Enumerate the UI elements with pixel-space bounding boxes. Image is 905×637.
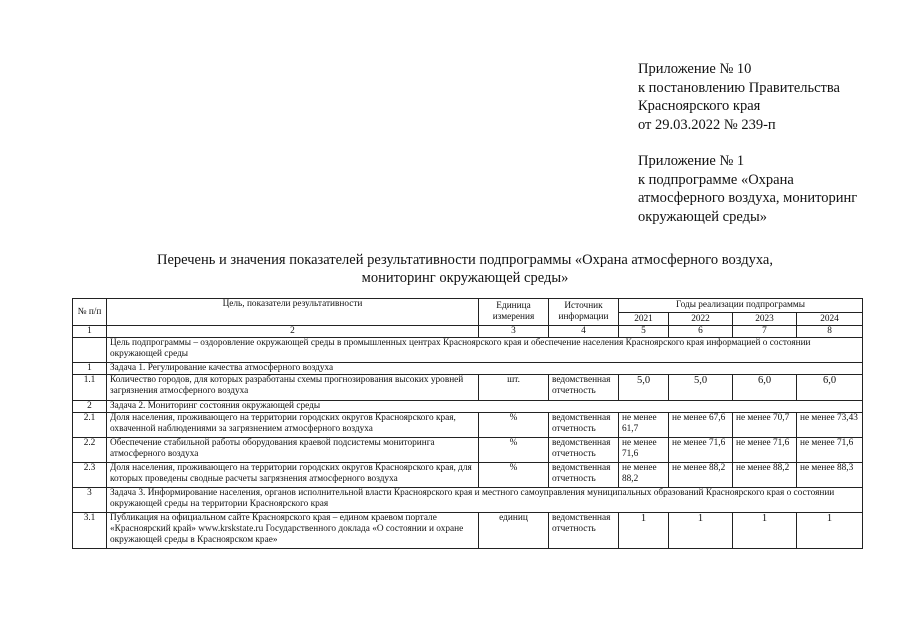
value-2021: не менее 71,6	[619, 438, 669, 463]
appendix-line: от 29.03.2022 № 239-п	[638, 116, 776, 133]
table-row	[73, 375, 863, 401]
header-year-2024: 2024	[797, 313, 863, 326]
column-number: 4	[549, 326, 619, 338]
column-number: 3	[479, 326, 549, 338]
table-row	[73, 513, 863, 549]
source-cell: ведомственная отчетность	[549, 438, 619, 463]
appendix-line: атмосферного воздуха, мониторинг	[638, 190, 858, 206]
value-2021: 5,0	[619, 375, 669, 401]
unit-cell: шт.	[479, 375, 549, 401]
value-2021: не менее 61,7	[619, 413, 669, 438]
unit-cell: единиц	[479, 513, 549, 549]
task-title: Задача 3. Информирование населения, органов исполнительной власти Красноярского края и местного самоуправления муниципальных образований Красноярского края о состоянии окружающей среды на территории Красноярского края	[107, 488, 863, 513]
value-2021: 1	[619, 513, 669, 549]
value-2022: не менее 71,6	[669, 438, 733, 463]
document-title	[100, 251, 830, 287]
source-cell: ведомственная отчетность	[549, 375, 619, 401]
column-number: 7	[733, 326, 797, 338]
table-row	[73, 463, 863, 488]
appendix-line: к подпрограмме «Охрана	[638, 171, 794, 188]
table-row	[73, 438, 863, 463]
value-2023: 6,0	[733, 375, 797, 401]
value-2022: 1	[669, 513, 733, 549]
column-number: 2	[107, 326, 479, 338]
appendix-line: Красноярского края	[638, 98, 761, 114]
indicator-text: Доля населения, проживающего на территории городских округов Красноярского края, для которых проведены сводные расчеты загрязнения атмосферного воздуха	[107, 463, 479, 488]
value-2023: 1	[733, 513, 797, 549]
value-2022: 5,0	[669, 375, 733, 401]
source-cell: ведомственная отчетность	[549, 463, 619, 488]
indicator-text: Доля населения, проживающего на территории городских округов Красноярского края, охваченной наблюдениями за загрязнением атмосферного воздуха	[107, 413, 479, 438]
value-2024: 6,0	[797, 375, 863, 401]
unit-cell: %	[479, 463, 549, 488]
table-row	[73, 413, 863, 438]
appendix-line: окружающей среды»	[638, 208, 767, 225]
value-2022: не менее 88,2	[669, 463, 733, 488]
appendix-line: к постановлению Правительства	[638, 79, 840, 96]
header-unit: Единица измерения	[479, 299, 549, 326]
unit-cell: %	[479, 413, 549, 438]
source-cell: ведомственная отчетность	[549, 513, 619, 549]
appendix-line: Приложение № 1	[638, 153, 745, 169]
row-number: 2.2	[73, 438, 107, 463]
header-year-2022: 2022	[669, 313, 733, 326]
row-number: 3.1	[73, 513, 107, 549]
appendix-block	[638, 60, 857, 226]
goal-row: Цель подпрограммы – оздоровление окружающей среды в промышленных центрах Красноярского края и обеспечение населения Красноярского края информацией о состоянии окружающей среды	[107, 338, 863, 363]
value-2023: не менее 88,2	[733, 463, 797, 488]
value-2023: не менее 70,7	[733, 413, 797, 438]
column-number: 6	[669, 326, 733, 338]
task-title: Задача 2. Мониторинг состояния окружающей среды	[107, 401, 863, 413]
title-line: мониторинг окружающей среды»	[361, 270, 569, 286]
source-cell: ведомственная отчетность	[549, 413, 619, 438]
value-2024: не менее 71,6	[797, 438, 863, 463]
value-2024: не менее 73,43	[797, 413, 863, 438]
task-title: Задача 1. Регулирование качества атмосферного воздуха	[107, 363, 863, 375]
indicator-text: Количество городов, для которых разработаны схемы прогнозирования высоких уровней загрязнения атмосферного воздуха	[107, 375, 479, 401]
column-number: 8	[797, 326, 863, 338]
table-row	[73, 363, 863, 375]
unit-cell: %	[479, 438, 549, 463]
header-source: Источник информации	[549, 299, 619, 326]
value-2021: не менее 88,2	[619, 463, 669, 488]
header-year-2021: 2021	[619, 313, 669, 326]
row-number: 1	[73, 363, 107, 375]
row-number: 3	[73, 488, 107, 513]
column-number: 5	[619, 326, 669, 338]
row-number: 2.3	[73, 463, 107, 488]
header-goal: Цель, показатели результативности	[107, 299, 479, 326]
title-line: Перечень и значения показателей результативности подпрограммы «Охрана атмосферного воздуха,	[157, 252, 773, 268]
table-row	[73, 401, 863, 413]
header-year-2023: 2023	[733, 313, 797, 326]
row-number: 2	[73, 401, 107, 413]
indicator-text: Публикация на официальном сайте Красноярского края – едином краевом портале «Красноярский край» www.krskstate.ru Государственного доклада «О состоянии и охране окружающей среды в Красноярском крае»	[107, 513, 479, 549]
table-row	[73, 488, 863, 513]
value-2022: не менее 67,6	[669, 413, 733, 438]
row-number: 2.1	[73, 413, 107, 438]
header-years: Годы реализации подпрограммы	[619, 299, 863, 313]
column-number: 1	[73, 326, 107, 338]
value-2023: не менее 71,6	[733, 438, 797, 463]
appendix-line: Приложение № 10	[638, 61, 752, 77]
row-number: 1.1	[73, 375, 107, 401]
indicators-table	[72, 298, 863, 549]
value-2024: не менее 88,3	[797, 463, 863, 488]
value-2024: 1	[797, 513, 863, 549]
indicator-text: Обеспечение стабильной работы оборудования краевой подсистемы мониторинга атмосферного воздуха	[107, 438, 479, 463]
header-num: № п/п	[73, 299, 107, 326]
